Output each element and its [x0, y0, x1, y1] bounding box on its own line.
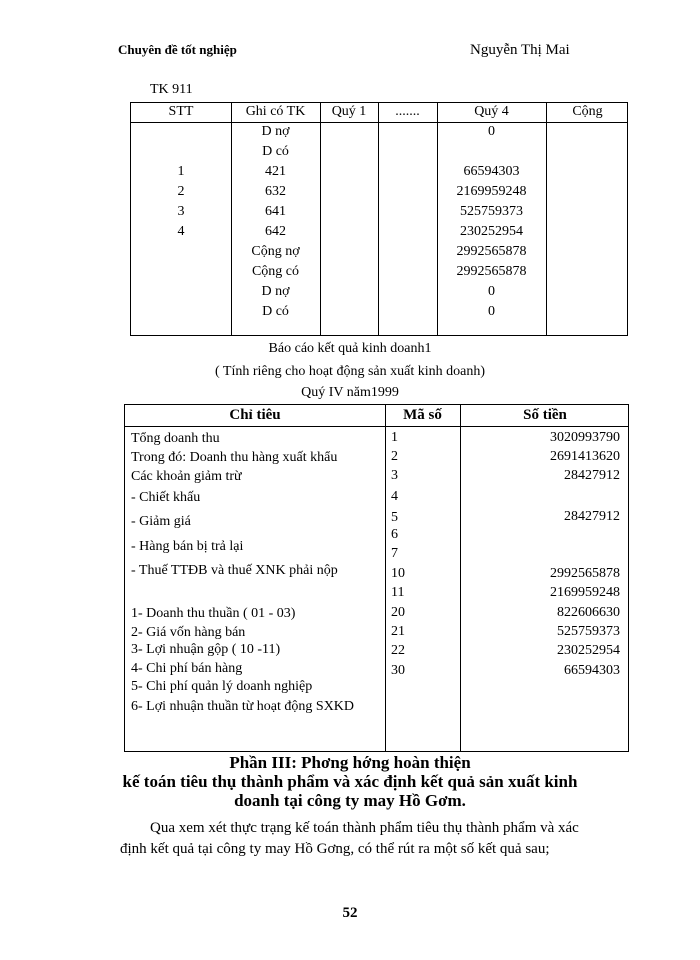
tk-row-q4: 2992565878 — [456, 244, 527, 259]
tk-row-account: 632 — [265, 184, 286, 199]
report-code: 30 — [391, 663, 405, 678]
report-code: 10 — [391, 566, 405, 581]
report-period: Quý IV năm1999 — [301, 385, 399, 400]
tk-row-stt: 2 — [177, 184, 185, 199]
tk-row-account: D nợ — [261, 124, 290, 139]
paragraph-line1: Qua xem xét thực trạng kế toán thành phẩm tiêu thụ thành phẩm và xác — [150, 820, 579, 836]
report-indicator: - Thuế TTĐB và thuế XNK phải nộp — [131, 563, 338, 578]
tk-row-q4: 2169959248 — [456, 184, 527, 199]
tk-row-account: 642 — [265, 224, 286, 239]
tk-row-stt: 4 — [177, 224, 185, 239]
tk-row-q4: 2992565878 — [456, 264, 527, 279]
tk-row-account: D nợ — [261, 284, 290, 299]
report-indicator: 3- Lợi nhuận gộp ( 10 -11) — [131, 642, 281, 657]
report-col-divider — [385, 405, 386, 751]
report-indicator: 5- Chi phí quản lý doanh nghiệp — [131, 679, 313, 694]
report-indicator: Tổng doanh thu — [131, 431, 220, 446]
tk-row-account: 641 — [265, 204, 286, 219]
tk-row-q4: 0 — [488, 284, 495, 299]
report-col-header: Số tiền — [523, 407, 567, 423]
report-amount: 525759373 — [557, 624, 620, 639]
report-code: 3 — [391, 468, 398, 483]
report-title: Báo cáo kết quả kinh doanh1 — [268, 341, 432, 356]
tk-row-account: Cộng nợ — [251, 244, 300, 259]
report-col-header: Mã số — [403, 407, 442, 423]
report-indicator: 1- Doanh thu thuần ( 01 - 03) — [131, 606, 296, 621]
tk-label: TK 911 — [150, 82, 193, 97]
part3-subtitle-line1: kế toán tiêu thụ thành phẩm và xác định kết quả sản xuất kinh — [122, 772, 578, 791]
tk-col-divider — [546, 103, 547, 335]
tk-row-account: 421 — [265, 164, 286, 179]
tk-row-stt: 3 — [177, 204, 185, 219]
report-indicator: - Giảm giá — [131, 514, 191, 529]
report-indicator: - Hàng bán bị trả lại — [131, 539, 244, 554]
tk-col-header: STT — [168, 104, 194, 119]
report-code: 20 — [391, 605, 405, 620]
report-indicator: Các khoản giảm trừ — [131, 469, 242, 484]
tk-row-q4: 0 — [488, 124, 495, 139]
report-amount: 3020993790 — [550, 430, 620, 445]
report-amount: 28427912 — [564, 468, 620, 483]
report-amount: 2169959248 — [550, 585, 620, 600]
report-code: 7 — [391, 546, 398, 561]
tk911-table — [130, 102, 628, 336]
report-code: 5 — [391, 510, 398, 525]
report-code: 22 — [391, 643, 405, 658]
tk-row-stt: 1 — [177, 164, 185, 179]
part3-subtitle-line2: doanh tại công ty may Hồ Gơm. — [234, 791, 466, 810]
tk-row-q4: 66594303 — [463, 164, 520, 179]
report-code: 4 — [391, 489, 398, 504]
header-left: Chuyên đề tốt nghiệp — [118, 42, 237, 57]
report-indicator: 2- Giá vốn hàng bán — [131, 625, 246, 640]
tk-col-header: Cộng — [572, 104, 603, 119]
report-amount: 66594303 — [564, 663, 620, 678]
paragraph-line2: định kết quả tại công ty may Hồ Gơng, có thể rút ra một số kết quả sau; — [120, 841, 550, 857]
report-amount: 28427912 — [564, 509, 620, 524]
tk-header-divider — [131, 122, 627, 123]
report-indicator: Trong đó: Doanh thu hàng xuất khẩu — [131, 450, 338, 465]
report-code: 21 — [391, 624, 405, 639]
header-right: Nguyễn Thị Mai — [470, 42, 570, 58]
tk-row-account: Cộng có — [251, 264, 300, 279]
tk-col-divider — [378, 103, 379, 335]
report-indicator: 4- Chi phí bán hàng — [131, 661, 243, 676]
report-header-divider — [125, 426, 628, 427]
page-number: 52 — [342, 905, 358, 921]
report-col-divider — [460, 405, 461, 751]
report-indicator: 6- Lợi nhuận thuần từ hoạt động SXKD — [131, 699, 355, 714]
tk-row-q4: 525759373 — [460, 204, 523, 219]
report-col-header: Chỉ tiêu — [229, 407, 281, 423]
tk-col-header: Ghi có TK — [245, 104, 306, 119]
report-table — [124, 404, 629, 752]
tk-col-divider — [320, 103, 321, 335]
tk-row-q4: 230252954 — [460, 224, 523, 239]
report-amount: 2691413620 — [550, 449, 620, 464]
tk-col-header: Quý 1 — [331, 104, 367, 119]
report-code: 11 — [391, 585, 405, 600]
report-amount: 230252954 — [557, 643, 620, 658]
report-amount: 822606630 — [557, 605, 620, 620]
report-code: 1 — [391, 430, 398, 445]
report-code: 2 — [391, 449, 398, 464]
tk-row-q4: 0 — [488, 304, 495, 319]
report-code: 6 — [391, 527, 398, 542]
report-indicator: - Chiết khấu — [131, 490, 201, 505]
tk-row-account: D có — [262, 304, 289, 319]
part3-title: Phần III: Phơng hớng hoàn thiện — [229, 753, 471, 772]
tk-col-header: Quý 4 — [474, 104, 509, 119]
tk-col-header: ....... — [395, 104, 420, 119]
report-subtitle: ( Tính riêng cho hoạt động sản xuất kinh doanh) — [215, 364, 485, 379]
report-amount: 2992565878 — [550, 566, 620, 581]
tk-row-account: D có — [262, 144, 289, 159]
